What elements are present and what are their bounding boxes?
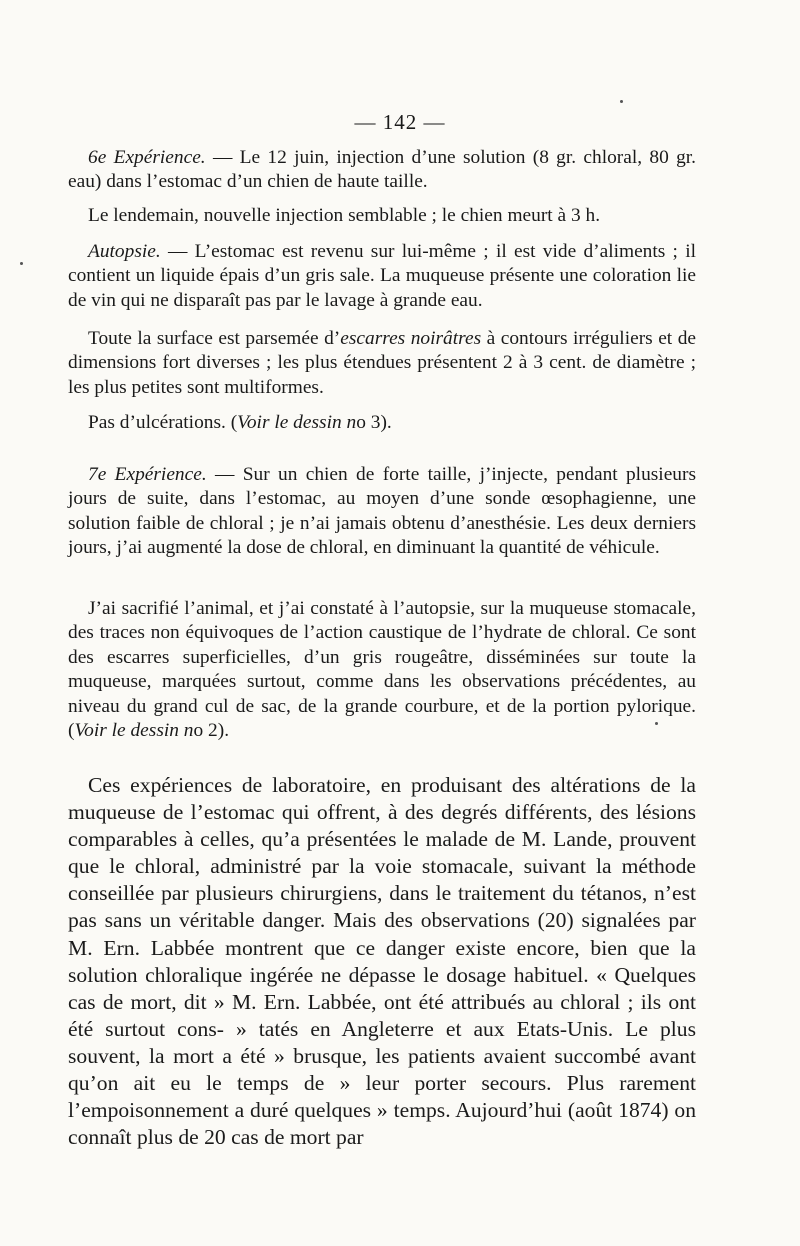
experiment-6-label: 6e Expérience. — [88, 147, 206, 168]
experiment-7-text: — Sur un chien de forte taille, j’injecte, pendant plusieurs jours de suite, dans l’estomac, au moyen d’une sonde œsophagienne, une solution faible de chloral ; je n’ai jamais obtenu d’anesthésie. Les deux derniers jours, j’ai augmenté la dose de chloral, en diminuant la quantité de véhicule. — [68, 464, 696, 559]
lendemain-block — [68, 204, 696, 228]
experiment-7-block — [68, 463, 696, 561]
ulcerations-after: o 3). — [356, 412, 392, 433]
ulcerations-paragraph — [68, 411, 696, 435]
experiment-6-text: — Le 12 juin, injection d’une solution (8 gr. chloral, 80 gr. eau) dans l’estomac d’un chien de haute taille. — [68, 147, 696, 193]
surface-text-after: à contours irréguliers et de dimensions fort diverses ; les plus étendues présentent 2 à 3 cent. de diamètre ; les plus petites sont multiformes. — [68, 328, 696, 398]
ulcerations-italic: Voir le dessin n — [237, 412, 357, 433]
surface-italic: escarres noirâtres — [340, 328, 482, 349]
print-speck — [620, 100, 623, 103]
ulcerations-block — [68, 411, 696, 435]
sacrifie-after: o 2). — [193, 720, 230, 742]
experiment-6-paragraph — [68, 146, 696, 195]
autopsie-block — [68, 240, 696, 313]
sacrifie-paragraph — [68, 597, 696, 743]
surface-text-before: Toute la surface est parsemée d’ — [88, 328, 341, 349]
surface-paragraph — [68, 327, 696, 400]
experiment-6-block — [68, 146, 696, 195]
ulcerations-before: Pas d’ulcérations. ( — [88, 412, 238, 433]
experiment-7-label: 7e Expérience. — [88, 464, 207, 485]
autopsie-text: — L’estomac est revenu sur lui-même ; il est vide d’aliments ; il contient un liquide épais d’un gris sale. La muqueuse présente une coloration lie de vin qui ne disparaît pas par le lavage à grande eau. — [68, 241, 696, 311]
sacrifie-block — [68, 597, 696, 743]
conclusion-paragraph: Ces expériences de laboratoire, en produisant des altérations de la muqueuse de l’estomac qui offrent, à des degrés différents, des lésions comparables à celles, qu’a présentées le malade de M. Lande, prouvent que le chloral, administré par la voie stomacale, suivant la méthode conseillée par plusieurs chirurgiens, dans le traitement du tétanos, n’est pas sans un véritable danger. Mais des observations (20) signalées par M. Ern. Labbée montrent que ce danger existe encore, bien que la solution chloralique ingérée ne dépasse le dosage habituel. « Quelques cas de mort, dit » M. Ern. Labbée, ont été attribués au chloral ; ils ont été surtout cons- » tatés en Angleterre et aux Etats-Unis. Le plus souvent, la mort a été » brusque, les patients avaient succombé avant qu’on ait eu le temps de » leur porter secours. Plus rarement l’empoisonnement a duré quelques » temps. Aujourd’hui (août 1874) on connaît plus de 20 cas de mort par — [68, 773, 696, 1150]
experiment-7-paragraph — [68, 463, 696, 561]
autopsie-label: Autopsie. — [88, 241, 161, 262]
surface-block — [68, 327, 696, 400]
conclusion-block — [68, 772, 696, 1151]
lendemain-paragraph: Le lendemain, nouvelle injection semblable ; le chien meurt à 3 h. — [88, 205, 601, 226]
autopsie-paragraph — [68, 240, 696, 313]
sacrifie-before: J’ai sacrifié l’animal, et j’ai constaté à l’autopsie, sur la muqueuse stomacale, des traces non équivoques de l’action caustique de l’hydrate de chloral. Ce sont des escarres superficielles, d’un gris rougeâtre, disséminées sur toute la muqueuse, marquées surtout, comme dans les observations précédentes, au niveau du grand cul de sac, de la grande courbure, et de la portion pylorique. ( — [68, 598, 696, 742]
sacrifie-italic: Voir le dessin n — [74, 720, 194, 742]
page-number: — 142 — — [354, 110, 446, 134]
print-speck — [20, 262, 23, 265]
